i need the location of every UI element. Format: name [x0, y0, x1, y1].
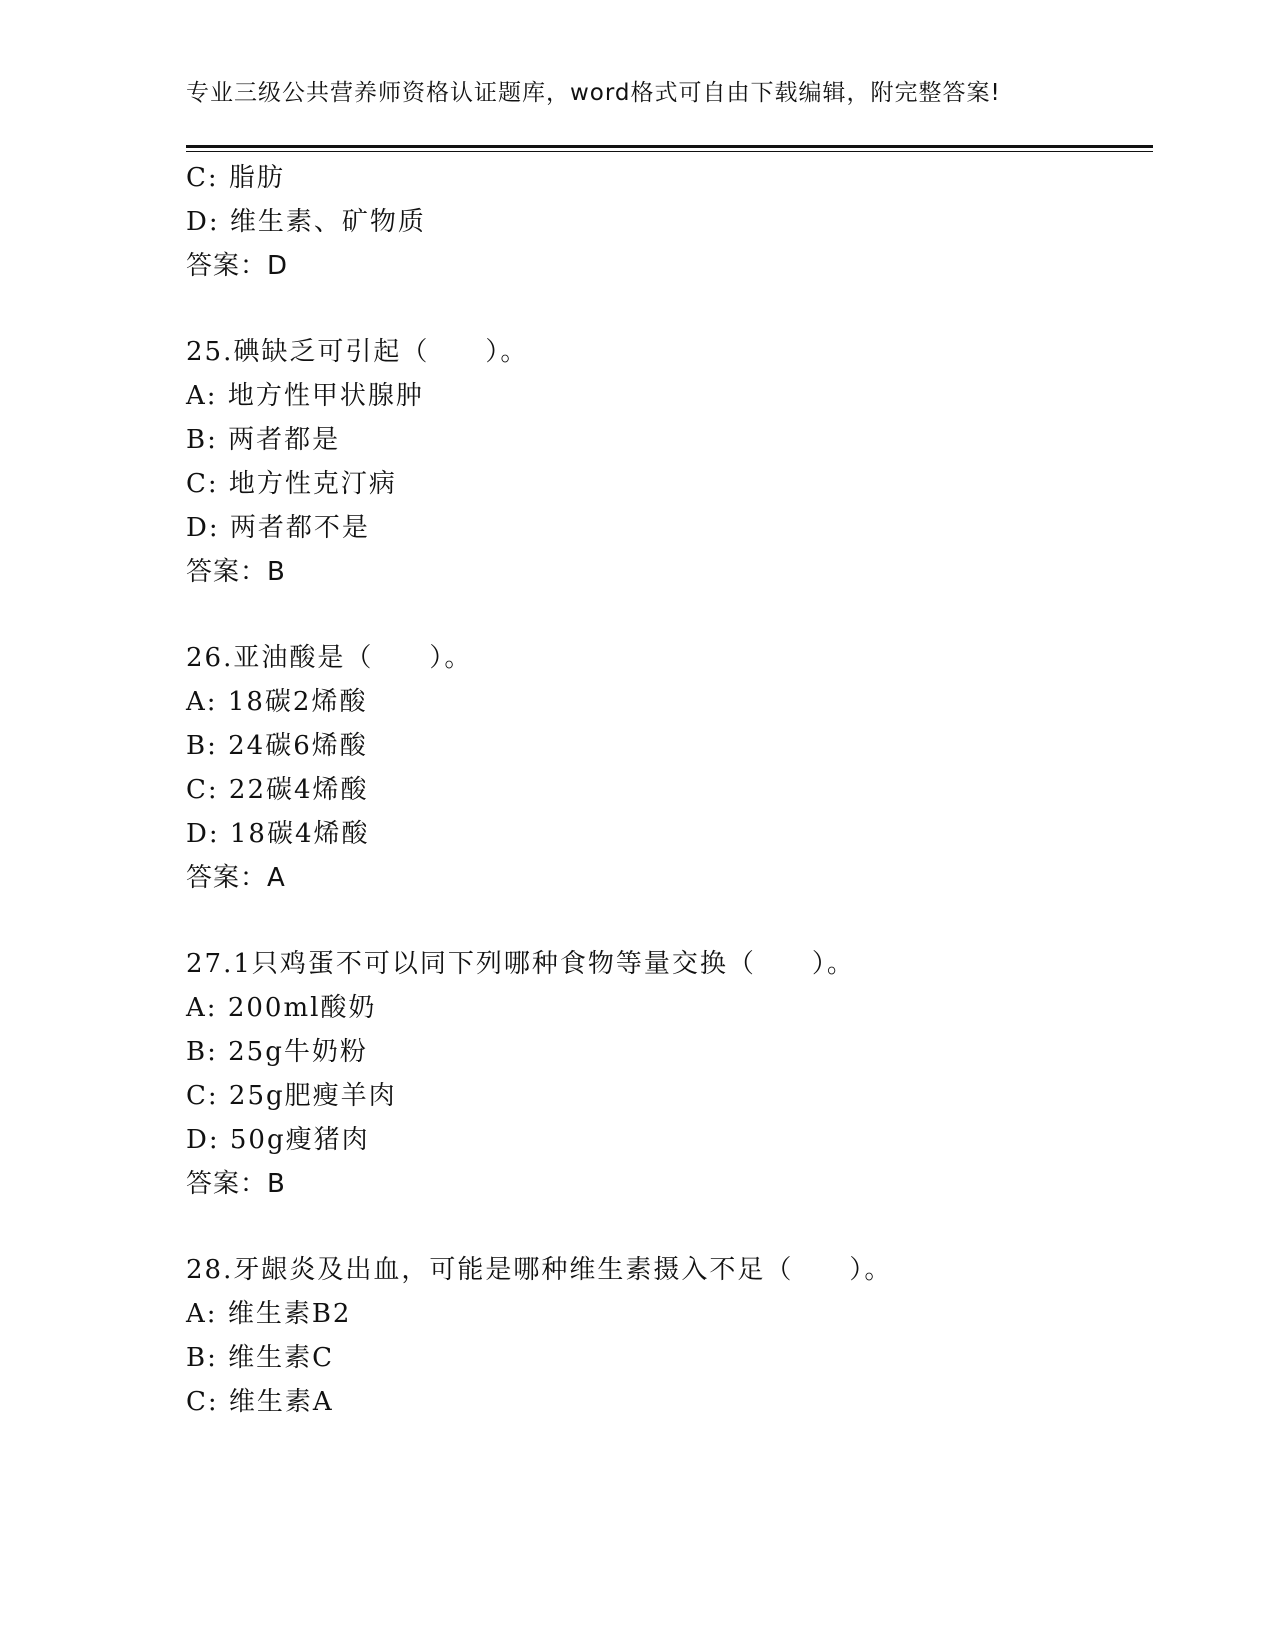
header-rule-thin	[186, 151, 1153, 152]
option-b: B: 25g牛奶粉	[186, 1037, 368, 1067]
answer-line: 答案：D	[186, 251, 289, 281]
option-d: D: 两者都不是	[186, 513, 370, 543]
option-a: A: 18碳2烯酸	[186, 687, 368, 717]
option-b: B: 两者都是	[186, 425, 341, 455]
option-a: A: 维生素B2	[186, 1299, 352, 1329]
option-c: C: 地方性克汀病	[186, 469, 397, 499]
question-stem: 25.碘缺乏可引起（ ）。	[186, 337, 529, 367]
header-rule-thick	[186, 145, 1153, 148]
option-b: B: 维生素C	[186, 1343, 335, 1373]
page-header: 专业三级公共营养师资格认证题库，word格式可自由下载编辑，附完整答案!	[186, 80, 1001, 106]
option-d: D: 18碳4烯酸	[186, 819, 370, 849]
answer-line: 答案：B	[186, 1169, 286, 1199]
option-c: C: 22碳4烯酸	[186, 775, 369, 805]
question-stem: 27.1只鸡蛋不可以同下列哪种食物等量交换（ ）。	[186, 949, 855, 979]
option-c: C: 25g肥瘦羊肉	[186, 1081, 397, 1111]
question-stem: 28.牙龈炎及出血，可能是哪种维生素摄入不足（ ）。	[186, 1255, 893, 1285]
question-stem: 26.亚油酸是（ ）。	[186, 643, 473, 673]
option-a: A: 地方性甲状腺肿	[186, 381, 424, 411]
option-d: D: 50g瘦猪肉	[186, 1125, 370, 1155]
answer-line: 答案：A	[186, 863, 286, 893]
option-c: C: 脂肪	[186, 163, 285, 193]
option-a: A: 200ml酸奶	[186, 993, 377, 1023]
answer-line: 答案：B	[186, 557, 286, 587]
option-b: B: 24碳6烯酸	[186, 731, 368, 761]
option-c: C: 维生素A	[186, 1387, 334, 1417]
option-d: D: 维生素、矿物质	[186, 207, 426, 237]
